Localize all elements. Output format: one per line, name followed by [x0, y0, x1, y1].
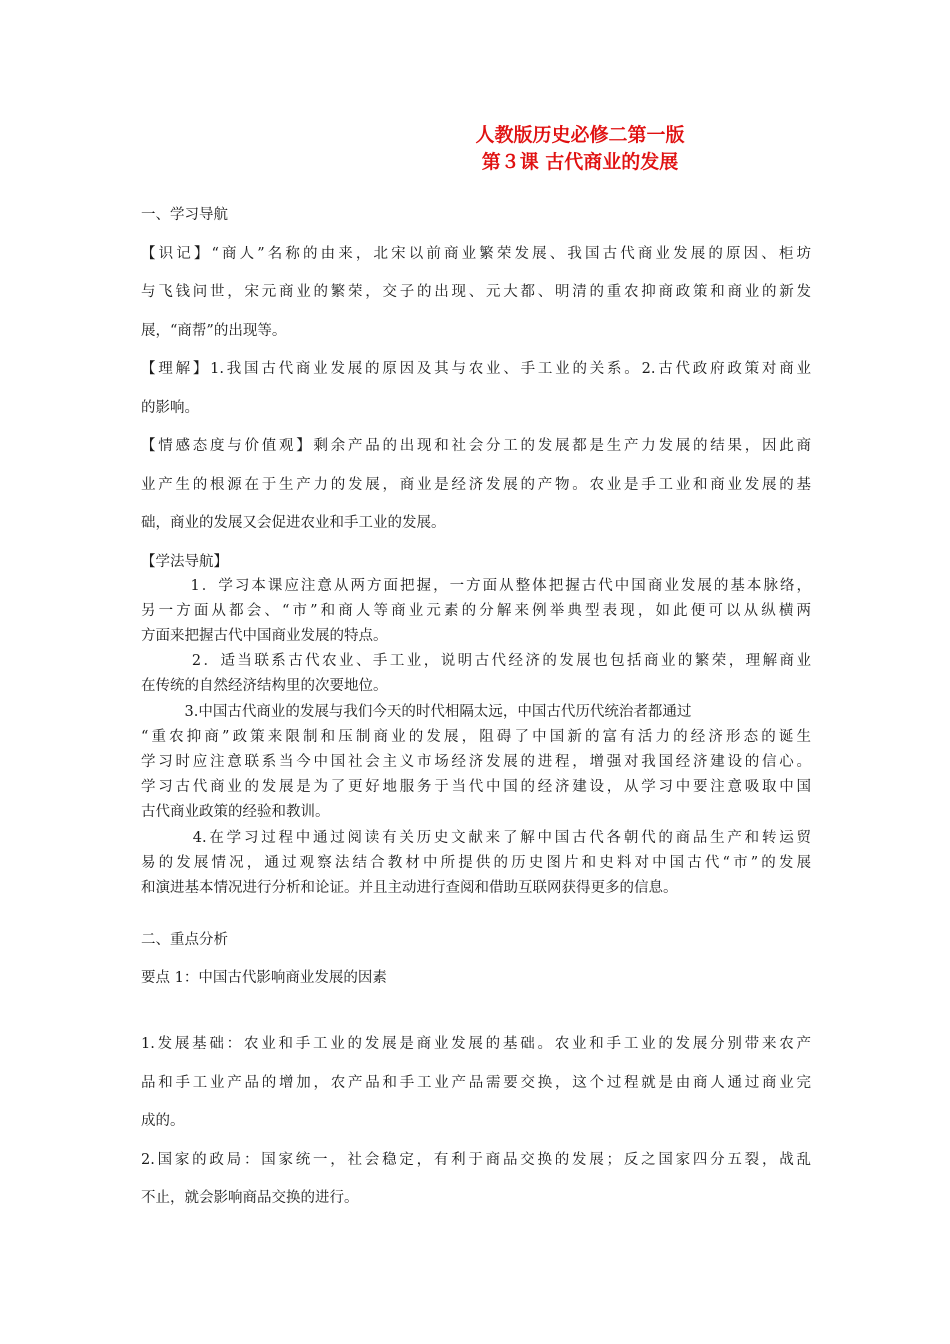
- xuefa-line-5: 在传统的自然经济结构里的次要地位。: [141, 678, 388, 694]
- lesson-title: 第３课 古代商业的发展: [481, 151, 679, 173]
- xuefa-line-11: 4.在学习过程中通过阅读有关历史文献来了解中国古代各朝代的商品生产和转运贸: [141, 830, 811, 846]
- factor-1-line-3: 成的。: [141, 1113, 185, 1129]
- xuefa-heading: 【学法导航】: [141, 554, 228, 570]
- xuefa-line-8: 学习时应注意联系当今中国社会主义市场经济发展的进程，增强对我国经济建设的信心。: [141, 754, 811, 770]
- factor-1-line-1: 1.发展基础：农业和手工业的发展是商业发展的基础。农业和手工业的发展分别带来农产: [141, 1036, 811, 1052]
- qinggan-line-2: 业产生的根源在于生产力的发展，商业是经济发展的产物。农业是手工业和商业发展的基: [141, 477, 811, 493]
- xuefa-line-6: 3.中国古代商业的发展与我们今天的时代相隔太远，中国古代历代统治者都通过: [141, 704, 692, 720]
- section-heading-key-analysis: 二、重点分析: [141, 932, 228, 948]
- xuefa-line-10: 古代商业政策的经验和教训。: [141, 804, 330, 820]
- qinggan-line-3: 础，商业的发展又会促进农业和手工业的发展。: [141, 515, 446, 531]
- lijie-line-2: 的影响。: [141, 400, 199, 416]
- xuefa-line-9: 学习古代商业的发展是为了更好地服务于当代中国的经济建设，从学习中要注意吸取中国: [141, 779, 811, 795]
- factor-1-line-2: 品和手工业产品的增加，农产品和手工业产品需要交换，这个过程就是由商人通过商业完: [141, 1075, 811, 1091]
- factor-2-line-2: 不止，就会影响商品交换的进行。: [141, 1190, 359, 1206]
- shiji-line-1: 【识记】“商人”名称的由来，北宋以前商业繁荣发展、我国古代商业发展的原因、柜坊: [141, 246, 811, 262]
- xuefa-line-7: “重农抑商”政策来限制和压制商业的发展，阻碍了中国新的富有活力的经济形态的诞生: [141, 729, 811, 745]
- section-heading-learning-guide: 一、学习导航: [141, 207, 228, 223]
- document-title: 人教版历史必修二第一版: [475, 124, 685, 146]
- qinggan-line-1: 【情感态度与价值观】剩余产品的出现和社会分工的发展都是生产力发展的结果，因此商: [141, 438, 811, 454]
- xuefa-line-13: 和演进基本情况进行分析和论证。并且主动进行查阅和借助互联网获得更多的信息。: [141, 880, 678, 896]
- xuefa-line-12: 易的发展情况，通过观察法结合教材中所提供的历史图片和史料对中国古代“市”的发展: [141, 855, 811, 871]
- shiji-line-3: 展，“商帮”的出现等。: [141, 323, 287, 339]
- xuefa-line-4: 2．适当联系古代农业、手工业，说明古代经济的发展也包括商业的繁荣，理解商业: [141, 653, 811, 669]
- xuefa-line-3: 方面来把握古代中国商业发展的特点。: [141, 628, 388, 644]
- xuefa-line-1: 1．学习本课应注意从两方面把握，一方面从整体把握古代中国商业发展的基本脉络，: [141, 578, 811, 594]
- shiji-line-2: 与飞钱问世，宋元商业的繁荣，交子的出现、元大都、明清的重农抑商政策和商业的新发: [141, 284, 811, 300]
- key-point-1: 要点 1：中国古代影响商业发展的因素: [141, 970, 387, 986]
- lijie-line-1: 【理解】1.我国古代商业发展的原因及其与农业、手工业的关系。2.古代政府政策对商业: [141, 361, 811, 377]
- xuefa-line-2: 另一方面从都会、“市”和商人等商业元素的分解来例举典型表现，如此便可以从纵横两: [141, 603, 811, 619]
- factor-2-line-1: 2.国家的政局：国家统一，社会稳定，有利于商品交换的发展；反之国家四分五裂，战乱: [141, 1152, 811, 1168]
